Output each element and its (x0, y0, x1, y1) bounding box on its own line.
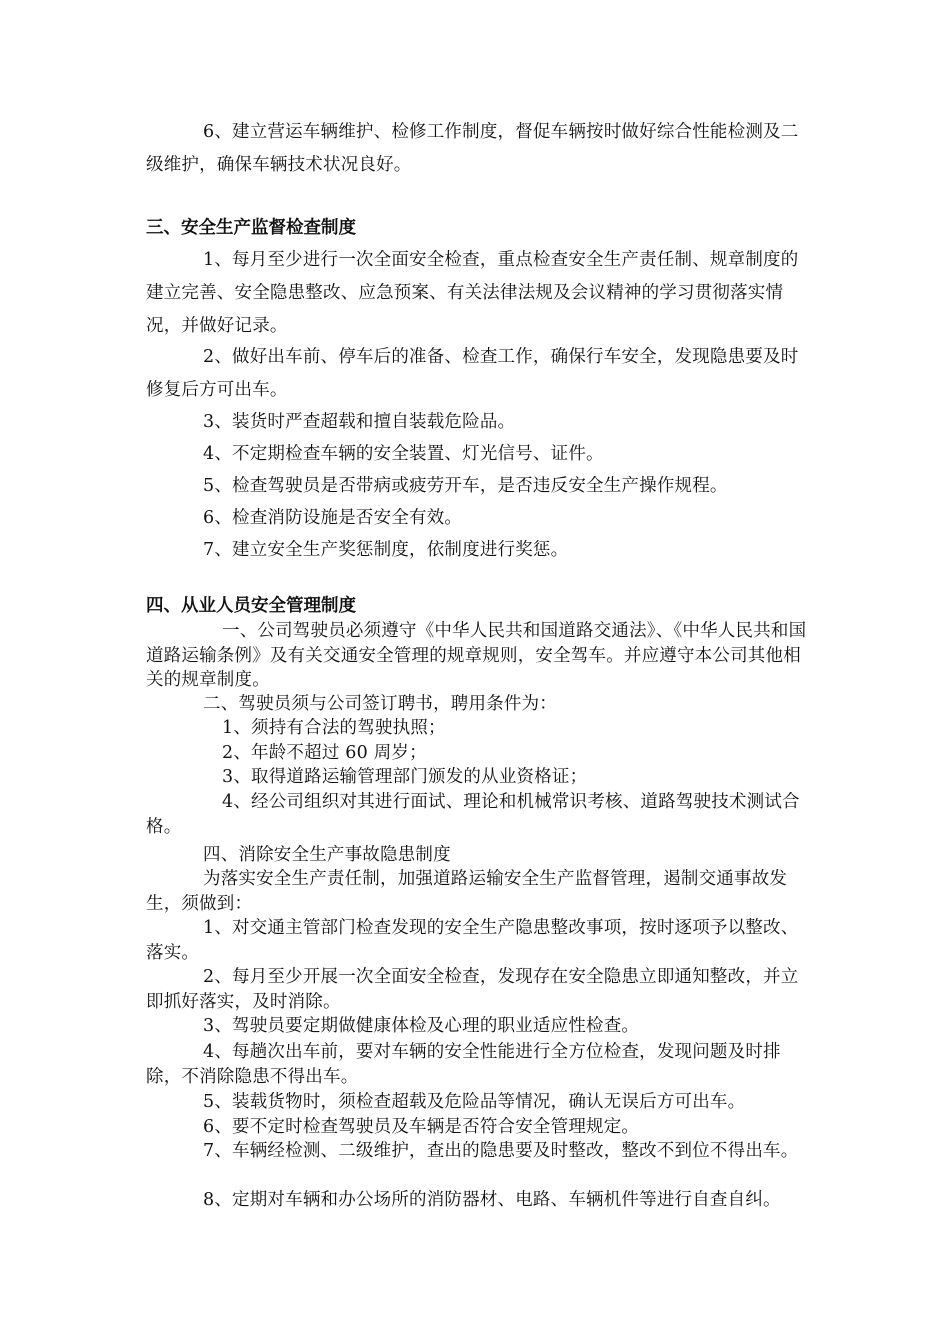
condition-4: 4、经公司组织对其进行面试、理论和机械常识考核、道路驾驶技术测试合格。 (146, 792, 800, 837)
section4-part-1: 一、公司驾驶员必须遵守《中华人民共和国道路交通法》、《中华人民共和国道路运输条例》及有关交通安全管理的规章规则，安全驾车。并应遵守本公司其他相关的规章制度。 (146, 621, 807, 690)
section4-part-4-title: 四、消除安全生产事故隐患制度 (203, 845, 451, 865)
condition-3: 3、取得道路运输管理部门颁发的从业资格证； (222, 767, 588, 787)
section3-item-4: 4、不定期检查车辆的安全装置、灯光信号、证件。 (203, 444, 604, 464)
section2-item-6: 6、建立营运车辆维护、检修工作制度，督促车辆按时做好综合性能检测及二级维护，确保车辆技术状况良好。 (146, 122, 799, 175)
section3-item-2: 2、做好出车前、停车后的准备、检查工作，确保行车安全，发现隐患要及时修复后方可出车。 (146, 347, 799, 400)
measure-5: 5、装载货物时，须检查超载及危险品等情况，确认无误后方可出车。 (203, 1092, 746, 1112)
section3-item-5: 5、检查驾驶员是否带病或疲劳开车，是否违反安全生产操作规程。 (203, 476, 728, 496)
measure-6: 6、要不定时检查驾驶员及车辆是否符合安全管理规定。 (203, 1117, 640, 1137)
section3-heading: 三、安全生产监督检查制度 (146, 218, 356, 238)
measure-3: 3、驾驶员要定期做健康体检及心理的职业适应性检查。 (203, 1016, 640, 1036)
measure-4: 4、每趟次出车前，要对车辆的安全性能进行全方位检查，发现问题及时排除，不消除隐患不得出车。 (146, 1042, 781, 1087)
section3-item-1: 1、每月至少进行一次全面安全检查，重点检查安全生产责任制、规章制度的建立完善、安全隐患整改、应急预案、有关法律法规及会议精神的学习贯彻落实情况，并做好记录。 (146, 250, 799, 336)
condition-1: 1、须持有合法的驾驶执照； (222, 718, 446, 738)
measure-2: 2、每月至少开展一次全面安全检查，发现存在安全隐患立即通知整改，并立即抓好落实，及时消除。 (146, 967, 799, 1012)
section4-heading: 四、从业人员安全管理制度 (146, 596, 356, 616)
section3-item-6: 6、检查消防设施是否安全有效。 (203, 508, 463, 528)
section4-intro: 为落实安全生产责任制，加强道路运输安全生产监督管理，遏制交通事故发生，须做到： (146, 869, 788, 914)
condition-2: 2、年龄不超过 60 周岁； (222, 743, 427, 763)
measure-1: 1、对交通主管部门检查发现的安全生产隐患整改事项，按时逐项予以整改、落实。 (146, 918, 799, 963)
section3-item-3: 3、装货时严查超载和擅自装载危险品。 (203, 412, 516, 432)
section3-item-7: 7、建立安全生产奖惩制度，依制度进行奖惩。 (203, 540, 569, 560)
section4-part-2-title: 二、驾驶员须与公司签订聘书，聘用条件为： (203, 694, 557, 714)
measure-7: 7、车辆经检测、二级维护，查出的隐患要及时整改，整改不到位不得出车。 (203, 1141, 799, 1161)
measure-8: 8、定期对车辆和办公场所的消防器材、电路、车辆机件等进行自查自纠。 (203, 1190, 781, 1210)
